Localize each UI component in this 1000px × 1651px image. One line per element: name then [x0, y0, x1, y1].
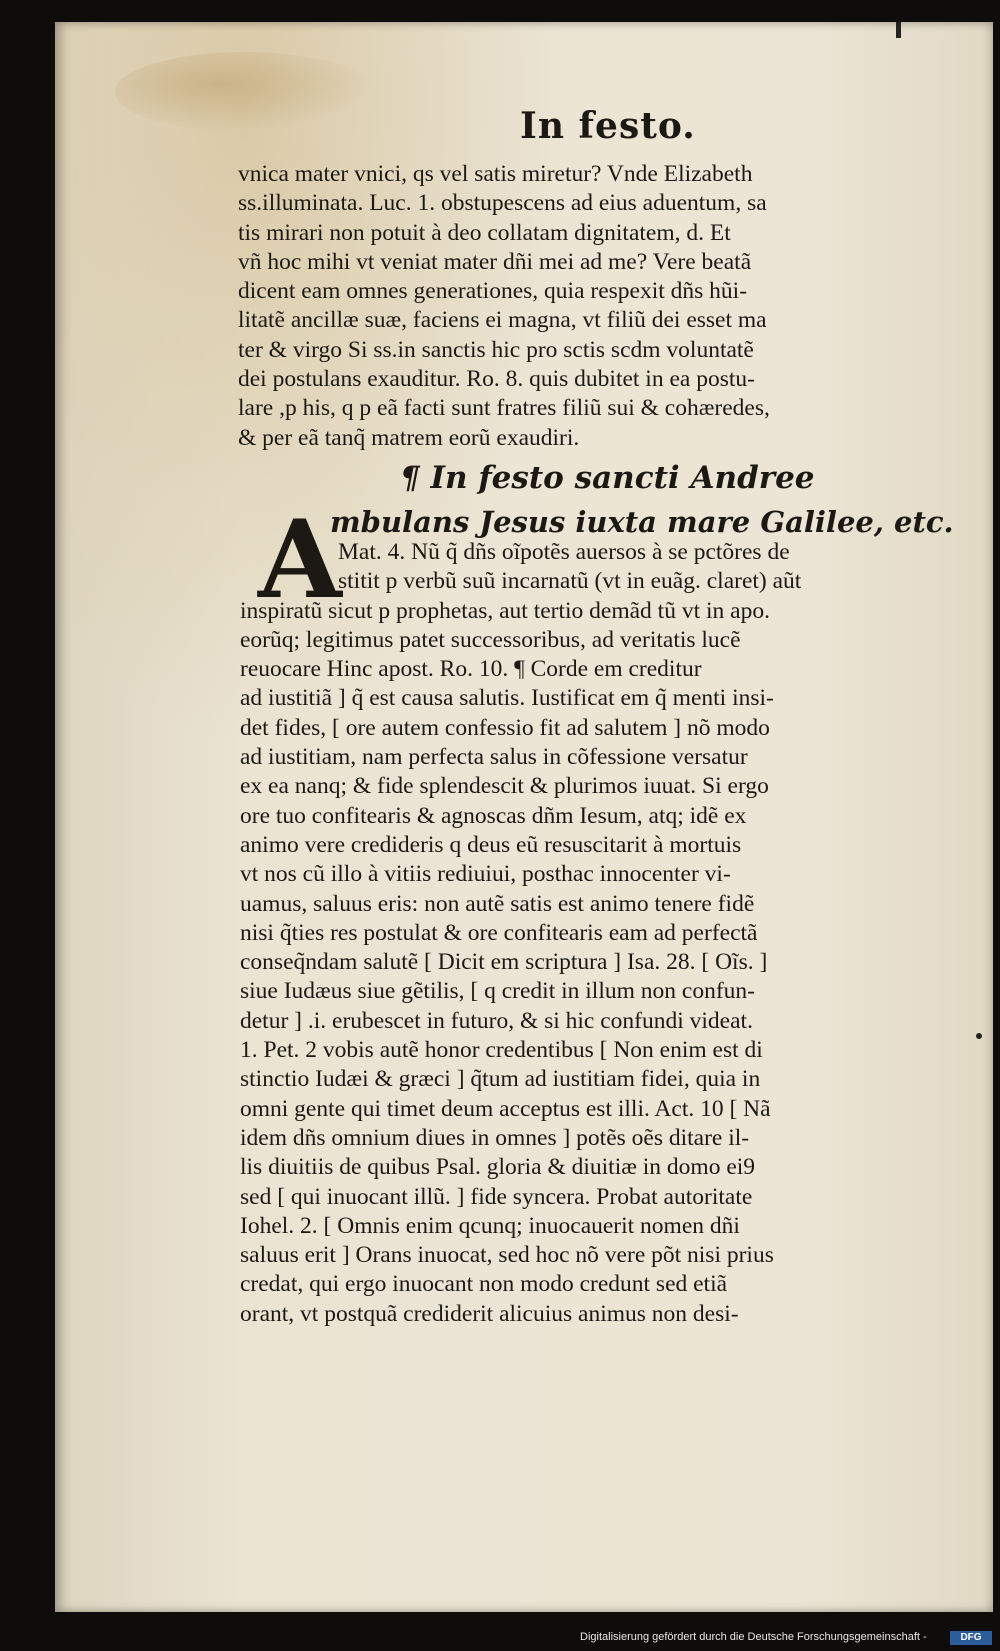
text-line: nisi q̃ties res postulat & ore confitearis eam ad perfectã — [240, 919, 758, 946]
text-line: detur ] .i. erubescet in futuro, & si hic confundi videat. — [240, 1007, 753, 1034]
text-line: stinctio Iudæi & græci ] q̃tum ad iustitiam fidei, quia in — [240, 1066, 761, 1093]
page-stain — [115, 52, 375, 132]
text-line: ter & virgo Si ss.in sanctis hic pro sctis scdm voluntatẽ — [238, 336, 754, 363]
text-line: Mat. 4. Nũ q̃ dñs oĩpotẽs auersos à se pctõres de — [338, 539, 790, 565]
section-body — [240, 538, 900, 1329]
text-line: conseq̃ndam salutẽ [ Dicit em scriptura ] Isa. 28. [ Oĩs. ] — [240, 949, 768, 976]
top-text-block — [238, 160, 893, 453]
text-line: animo vere credideris q deus eũ resuscitarit à mortuis — [240, 831, 742, 858]
text-line: vnica mater vnici, qs vel satis miretur? Vnde Elizabeth — [238, 161, 753, 187]
text-line: reuocare Hinc apost. Ro. 10. ¶ Corde em creditur — [240, 656, 702, 683]
text-line: saluus erit ] Orans inuocat, sed hoc nõ vere põt nisi prius — [240, 1242, 774, 1269]
opening-line: mbulans Jesus iuxta mare Galilee, etc. — [330, 505, 954, 539]
text-line: ss.illuminata. Luc. 1. obstupescens ad eius aduentum, sa — [238, 190, 767, 217]
text-line: dei postulans exauditur. Ro. 8. quis dubitet in ea postu- — [238, 366, 755, 393]
section-heading: ¶ In festo sancti Andree — [400, 460, 815, 496]
margin-dot — [976, 1033, 982, 1039]
text-line: siue Iudæus siue gẽtilis, [ q credit in illum non confun- — [240, 978, 755, 1005]
text-line: vñ hoc mihi vt veniat mater dñi mei ad me? Vere beatã — [238, 248, 752, 275]
text-line: omni gente qui timet deum acceptus est illi. Act. 10 [ Nã — [240, 1095, 771, 1122]
text-line: inspiratũ sicut p prophetas, aut tertio demãd tũ vt in apo. — [240, 597, 770, 624]
running-head: In festo. — [520, 105, 696, 147]
corner-mark — [896, 22, 901, 38]
text-line: litatẽ ancillæ suæ, faciens ei magna, vt filiũ dei esset ma — [238, 307, 767, 334]
text-line: ad iustitiam, nam perfecta salus in cõfessione versatur — [240, 744, 748, 771]
text-line: Iohel. 2. [ Omnis enim qcunq; inuocauerit nomen dñi — [240, 1212, 740, 1239]
text-line: uamus, saluus eris: non autẽ satis est animo tenere fidẽ — [240, 890, 755, 917]
text-line: credat, qui ergo inuocant non modo credunt sed etiã — [240, 1271, 728, 1298]
text-line: ad iustitiã ] q̃ est causa salutis. Iustificat em q̃ menti insi- — [240, 685, 774, 712]
text-line: & per eã tanq̃ matrem eorũ exaudiri. — [238, 424, 580, 451]
text-line: stitit p verbũ suũ incarnatũ (vt in euãg. claret) aũt — [338, 568, 802, 595]
text-line: ore tuo confitearis & agnoscas dñm Iesum, atq; idẽ ex — [240, 802, 747, 829]
drop-cap: A — [258, 497, 342, 623]
footer-credit: Digitalisierung gefördert durch die Deutsche Forschungsgemeinschaft - — [580, 1631, 927, 1643]
text-line: lis diuitiis de quibus Psal. gloria & diuitiæ in domo ei9 — [240, 1154, 756, 1181]
text-line: det fides, [ ore autem confessio fit ad salutem ] nõ modo — [240, 714, 770, 741]
text-line: tis mirari non potuit à deo collatam dignitatem, d. Et — [238, 219, 731, 246]
text-line: sed [ qui inuocant illũ. ] fide syncera. Probat autoritate — [240, 1183, 753, 1210]
text-line: ex ea nanq; & fide splendescit & plurimos iuuat. Si ergo — [240, 773, 769, 800]
text-line: idem dñs omnium diues in omnes ] potẽs oẽs ditare il- — [240, 1124, 750, 1151]
text-line: orant, vt postquã crediderit alicuius animus non desi- — [240, 1300, 739, 1327]
dfg-badge: DFG — [950, 1631, 992, 1645]
text-line: 1. Pet. 2 vobis autẽ honor credentibus [ Non enim est di — [240, 1037, 763, 1064]
text-line: vt nos cũ illo à vitiis rediuiui, posthac innocenter vi- — [240, 861, 731, 888]
text-line: lare ,p his, q p eã facti sunt fratres filiũ sui & cohæredes, — [238, 395, 770, 422]
text-line: dicent eam omnes generationes, quia respexit dñs hũi- — [238, 278, 748, 305]
text-line: eorũq; legitimus patet successoribus, ad veritatis lucẽ — [240, 626, 741, 653]
